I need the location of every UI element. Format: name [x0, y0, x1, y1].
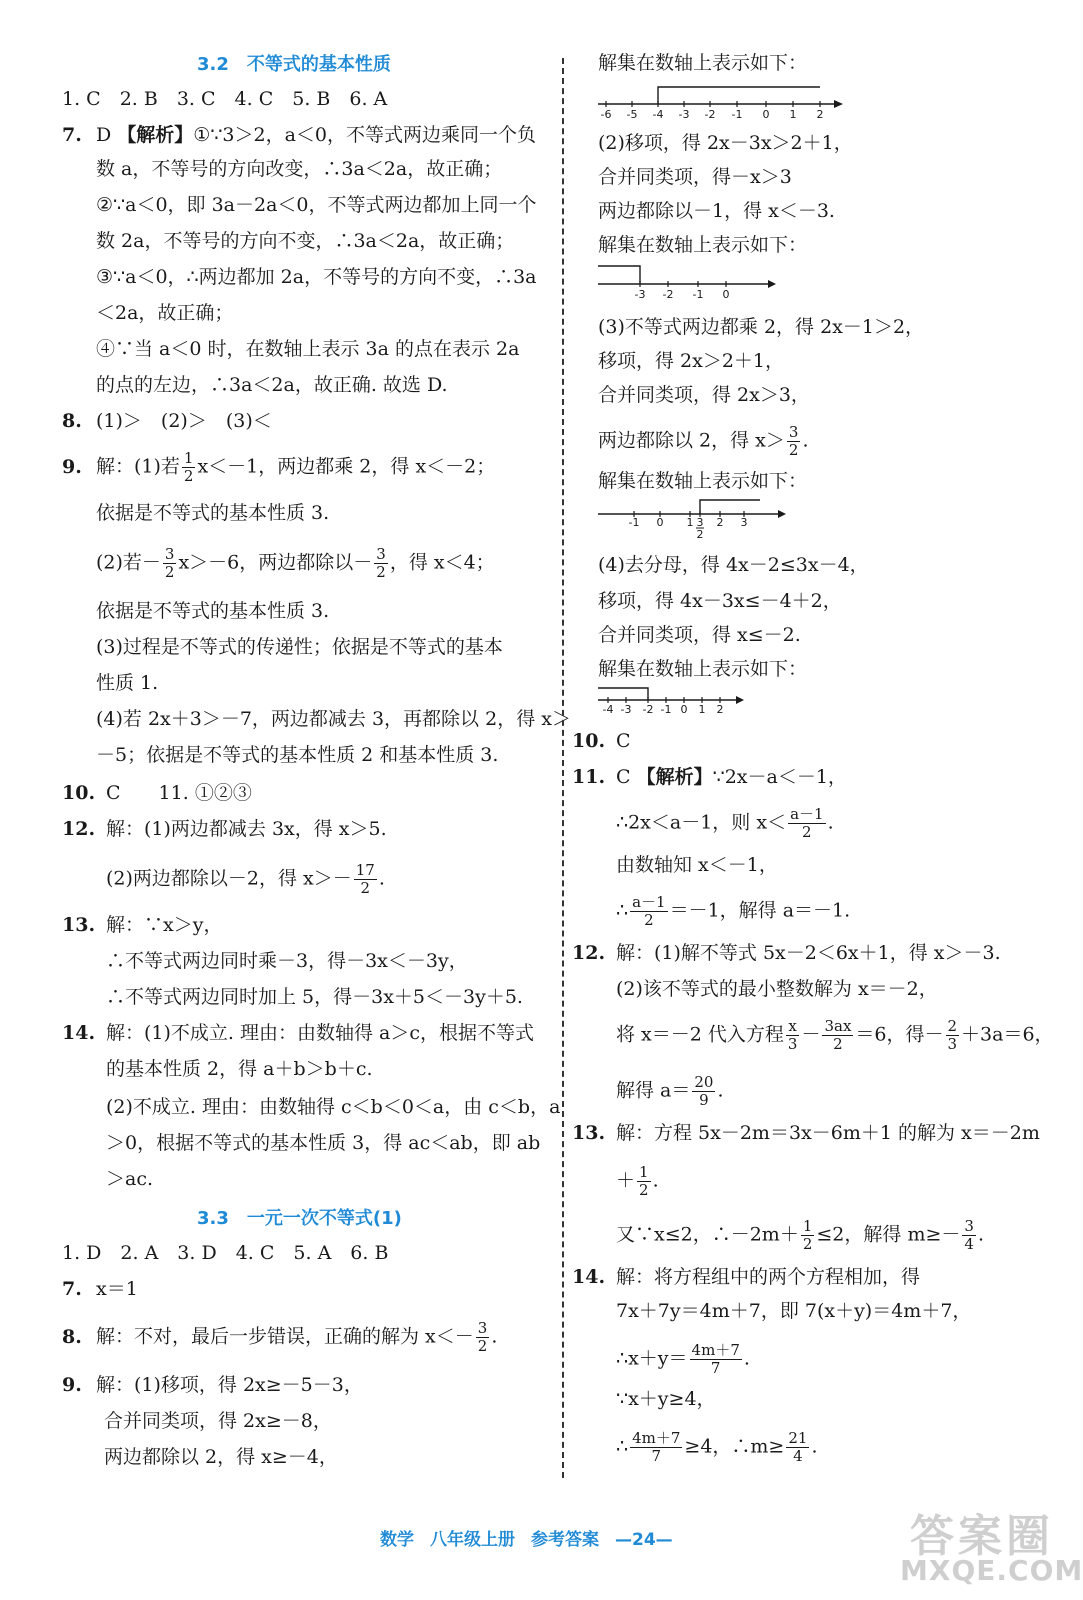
- tick-label: -3: [634, 288, 646, 301]
- fraction: $\frac{20}{9}$: [694, 1073, 714, 1109]
- answer-q10: [572, 728, 631, 754]
- watermark-text: 答案圈: [910, 1511, 1054, 1562]
- answer-line: 依据是不等式的基本性质 3.: [96, 600, 330, 622]
- answer-line: 性质 1.: [96, 672, 159, 694]
- fraction: $\frac{a-1}{2}$: [632, 893, 666, 929]
- answer-line: ∴不等式两边同时加上 5，得－3x＋5＜－3y＋5.: [106, 986, 523, 1008]
- footer-label: 参考答案: [531, 1530, 599, 1550]
- tick-label: 2: [716, 703, 724, 716]
- tick-label: 1: [698, 703, 706, 716]
- watermark-logo: [890, 1500, 1083, 1590]
- answer-line: 合并同类项，得－x＞3: [598, 166, 792, 188]
- question-number: 8.: [62, 1325, 82, 1348]
- tick-label: 1: [789, 108, 797, 121]
- answer-line: 又∵x≤2，∴－2m＋ $\frac{1}{2}$ ≤2，解得 m≥－ $\frac{3}{4}$ .: [616, 1217, 984, 1253]
- section-title-3-3: 3.3 一元一次不等式(1): [197, 1208, 402, 1229]
- answer-text: 解：将方程组中的两个方程相加，得: [616, 1266, 921, 1288]
- question-number: 9.: [62, 1374, 82, 1396]
- tick-label: 0: [680, 703, 688, 716]
- question-number: 11.: [572, 766, 606, 788]
- axis-arrow: [834, 100, 843, 108]
- answer-text: C: [616, 730, 631, 752]
- fraction: $\frac{2}{3}$: [947, 1017, 958, 1053]
- tick-label: -5: [626, 108, 638, 121]
- answer-line: (2)两边都除以－2，得 x＞－ $\frac{17}{2}$ .: [106, 861, 385, 897]
- answer-q8: [62, 408, 272, 434]
- answer-line: 的点的左边，∴3a＜2a，故正确. 故选 D.: [96, 374, 448, 396]
- answer-line: 数 a，不等号的方向改变，∴3a＜2a，故正确；: [96, 158, 503, 180]
- answer-line: ＞0，根据不等式的基本性质 3，得 ac＜ab，即 ab: [106, 1132, 541, 1154]
- answer-line: 移项，得 4x－3x≤－4＋2，: [598, 590, 842, 612]
- tick-label: -1: [628, 516, 640, 529]
- solution-bracket: [598, 266, 640, 284]
- answer-line: 1. D 2. A 3. D 4. C 5. A 6. B: [62, 1242, 389, 1264]
- answer-line: 的基本性质 2，得 a＋b＞b＋c.: [106, 1058, 373, 1080]
- question-number: 9.: [62, 455, 82, 478]
- answer-line: ②∵a＜0，即 3a－2a＜0，不等式两边都加上同一个: [96, 194, 537, 216]
- fraction: $\frac{3}{2}$: [477, 1319, 488, 1355]
- tick-label: -3: [620, 703, 632, 716]
- tick-label: 0: [762, 108, 770, 121]
- tick-label: 2: [696, 528, 704, 541]
- answer-line: ∴不等式两边同时乘－3，得－3x＜－3y，: [106, 950, 468, 972]
- answer-letter: C: [616, 766, 631, 788]
- tick-label: 1: [686, 516, 694, 529]
- answer-q13: [62, 912, 222, 938]
- fraction: $\frac{a-1}{2}$: [790, 805, 824, 841]
- fraction: $\frac{3}{2}$: [788, 423, 799, 459]
- answer-line: ＜2a，故正确；: [96, 302, 234, 324]
- answer-line: 合并同类项，得 x≤－2.: [598, 624, 801, 646]
- tick-label: -2: [662, 288, 674, 301]
- analysis-label: 【解析】: [636, 766, 713, 788]
- number-line-4: [598, 682, 758, 722]
- tick-label: 0: [722, 288, 730, 301]
- answer-line: ∴2x＜a－1，则 x＜ $\frac{a-1}{2}$ .: [616, 805, 834, 841]
- footer-page-number: —24—: [615, 1530, 673, 1550]
- fraction: $\frac{21}{4}$: [788, 1429, 808, 1465]
- answer-q10-q11: [62, 780, 252, 806]
- number-line-3: [598, 494, 798, 544]
- question-number: 10.: [572, 730, 606, 752]
- fraction: $\frac{1}{2}$: [183, 449, 194, 485]
- answer-q12: [572, 940, 1001, 966]
- answer-q9: [62, 450, 495, 485]
- answer-q14: [62, 1020, 534, 1046]
- solution-bracket: [658, 87, 820, 104]
- answer-text: 解：(1)解不等式 5x－2＜6x＋1，得 x＞－3.: [616, 942, 1001, 964]
- tick-label: -4: [602, 703, 614, 716]
- answer-line: －5；依据是不等式的基本性质 2 和基本性质 3.: [96, 744, 499, 766]
- answer-text: 解：(1)移项，得 2x≥－5－3，: [96, 1374, 363, 1396]
- answer-line: 解集在数轴上表示如下：: [598, 52, 808, 74]
- question-number: 8.: [62, 410, 82, 432]
- answer-line: 由数轴知 x＜－1，: [616, 854, 778, 876]
- number-line-2: [598, 258, 778, 302]
- answer-line: (2)移项，得 2x－3x＞2＋1，: [598, 132, 853, 154]
- answer-text: 解：∵x＞y，: [106, 914, 223, 936]
- answer-line: 合并同类项，得 2x≥－8，: [104, 1410, 332, 1432]
- fraction: $\frac{3ax}{2}$: [824, 1017, 852, 1053]
- answer-line: (4)去分母，得 4x－2≤3x－4，: [598, 554, 869, 576]
- fraction: $\frac{3}{2}$: [376, 545, 386, 581]
- answer-line: ∴ $\frac{4m+7}{7}$ ≥4，∴m≥ $\frac{21}{4}$ .: [616, 1429, 818, 1465]
- answer-text: 解：(1)若: [96, 455, 180, 478]
- answer-line: 解得 a＝ $\frac{20}{9}$ .: [616, 1073, 724, 1109]
- question-number: 14.: [572, 1266, 606, 1288]
- tick-label: 2: [716, 516, 724, 529]
- answer-line: 解集在数轴上表示如下：: [598, 470, 808, 492]
- answer-text: (1)＞ (2)＞ (3)＜: [96, 410, 272, 432]
- tick-label: -4: [652, 108, 664, 121]
- answer-line: 将 x＝－2 代入方程 $\frac{x}{3}$ － $\frac{3ax}{2}$ ＝6，得－ $\frac{2}{3}$ ＋3a＝6，: [616, 1017, 1054, 1053]
- answer-line: 两边都除以 2，得 x≥－4，: [104, 1446, 338, 1468]
- answer-text: 解：(1)不成立. 理由：由数轴得 a＞c，根据不等式: [106, 1022, 535, 1044]
- tick-label: 2: [816, 108, 824, 121]
- answer-q14: [572, 1264, 920, 1290]
- column-divider: [562, 58, 564, 1478]
- answer-line: ③∵a＜0，∴两边都加 2a，不等号的方向不变，∴3a: [96, 266, 537, 288]
- tick-label: 3: [696, 516, 704, 529]
- answer-text: ①②③: [194, 782, 252, 804]
- tick-label: -1: [731, 108, 743, 121]
- answer-line: ∵x＋y≥4，: [616, 1388, 716, 1410]
- answer-text: ①∵3＞2，a＜0，不等式两边乘同一个负: [193, 124, 537, 146]
- answer-line: ∴x＋y＝ $\frac{4m+7}{7}$ .: [616, 1341, 750, 1377]
- answer-q7: [62, 122, 536, 148]
- tick-label: -2: [704, 108, 716, 121]
- solution-bracket: [598, 688, 648, 700]
- answer-q11: [572, 764, 847, 790]
- answer-line: 7x＋7y＝4m＋7，即 7(x＋y)＝4m＋7，: [616, 1300, 972, 1322]
- solution-bracket: [700, 500, 760, 514]
- answer-q12: [62, 816, 387, 842]
- footer-subject: 数学: [380, 1530, 414, 1550]
- answer-text: 解：(1)两边都减去 3x，得 x＞5.: [106, 818, 387, 840]
- fraction: $\frac{4m+7}{7}$: [691, 1341, 740, 1377]
- number-line-1: [598, 80, 848, 120]
- fraction: $\frac{x}{3}$: [787, 1017, 798, 1053]
- answer-line: 移项，得 2x＞2＋1，: [598, 350, 785, 372]
- fraction: $\frac{1}{2}$: [639, 1163, 649, 1199]
- answer-text: x＜－1，两边都乘 2，得 x＜－2；: [197, 455, 496, 478]
- answer-q8b: 8. 解：不对，最后一步错误，正确的解为 x＜－ $\frac{3}{2}$ .: [62, 1319, 498, 1355]
- answer-text: 解：方程 5x－2m＝3x－6m＋1 的解为 x＝－2m: [616, 1122, 1040, 1144]
- answer-text: C 11.: [106, 782, 189, 804]
- fraction: $\frac{1}{2}$: [802, 1217, 813, 1253]
- answer-line: ＋ $\frac{1}{2}$ .: [616, 1163, 659, 1199]
- answer-letter: D: [96, 124, 112, 146]
- tick-label: -6: [600, 108, 612, 121]
- answer-line: 依据是不等式的基本性质 3.: [96, 502, 330, 524]
- page-footer: [380, 1525, 689, 1550]
- fraction: $\frac{4m+7}{7}$: [632, 1429, 681, 1465]
- answer-line: ＞ac.: [106, 1168, 154, 1190]
- answer-line: ④∵当 a＜0 时，在数轴上表示 3a 的点在表示 2a: [96, 338, 520, 360]
- question-number: 13.: [62, 914, 96, 936]
- answer-line: 数 2a，不等号的方向不变，∴3a＜2a，故正确；: [96, 230, 515, 252]
- answer-line: (3)过程是不等式的传递性；依据是不等式的基本: [96, 636, 503, 658]
- question-number: 12.: [62, 818, 96, 840]
- answer-line: (4)若 2x＋3＞－7，两边都减去 3，再都除以 2，得 x＞: [96, 708, 571, 730]
- question-number: 13.: [572, 1122, 606, 1144]
- answer-line: (3)不等式两边都乘 2，得 2x－1＞2，: [598, 316, 925, 338]
- tick-label: -1: [660, 703, 672, 716]
- answer-line: 解集在数轴上表示如下：: [598, 658, 808, 680]
- answer-line: 1. C 2. B 3. C 4. C 5. B 6. A: [62, 88, 388, 110]
- answer-q9b: [62, 1372, 363, 1398]
- answer-line: (2)不成立. 理由：由数轴得 c＜b＜0＜a，由 c＜b，a: [106, 1096, 561, 1118]
- answer-line: (2)该不等式的最小整数解为 x＝－2，: [616, 978, 938, 1000]
- watermark-url: MXQE.COM: [900, 1554, 1083, 1587]
- fraction: $\frac{17}{2}$: [355, 861, 375, 897]
- answer-q7b: [62, 1276, 138, 1302]
- tick-label: -2: [642, 703, 654, 716]
- question-number: 12.: [572, 942, 606, 964]
- answer-line: 两边都除以 2，得 x＞ $\frac{3}{2}$ .: [598, 423, 809, 459]
- answer-line: 合并同类项，得 2x＞3，: [598, 384, 810, 406]
- answer-line: 解集在数轴上表示如下：: [598, 234, 808, 256]
- tick-label: 3: [740, 516, 748, 529]
- tick-label: 0: [656, 516, 664, 529]
- fraction: $\frac{3}{2}$: [164, 545, 175, 581]
- answer-line: ∴ $\frac{a-1}{2}$ ＝－1，解得 a＝－1.: [616, 893, 851, 929]
- tick-label: -3: [678, 108, 690, 121]
- question-number: 10.: [62, 782, 96, 804]
- question-number: 7.: [62, 1278, 82, 1300]
- tick-label: -1: [692, 288, 704, 301]
- fraction: $\frac{3}{4}$: [964, 1217, 974, 1253]
- question-number: 7.: [62, 124, 82, 146]
- answer-line: (2)若－ $\frac{3}{2}$ x＞－6，两边都除以－ $\frac{3}{2}$ ，得 x＜4；: [96, 545, 495, 581]
- answer-text: x＝1: [96, 1278, 138, 1300]
- footer-grade: 八年级上册: [430, 1530, 515, 1550]
- section-title-3-2: 3.2 不等式的基本性质: [197, 54, 391, 75]
- question-number: 14.: [62, 1022, 96, 1044]
- answer-line: 两边都除以－1，得 x＜－3.: [598, 200, 835, 222]
- answer-text: ∵2x－a＜－1，: [712, 766, 847, 788]
- answer-q13: [572, 1120, 1040, 1146]
- analysis-label: 【解析】: [117, 124, 194, 146]
